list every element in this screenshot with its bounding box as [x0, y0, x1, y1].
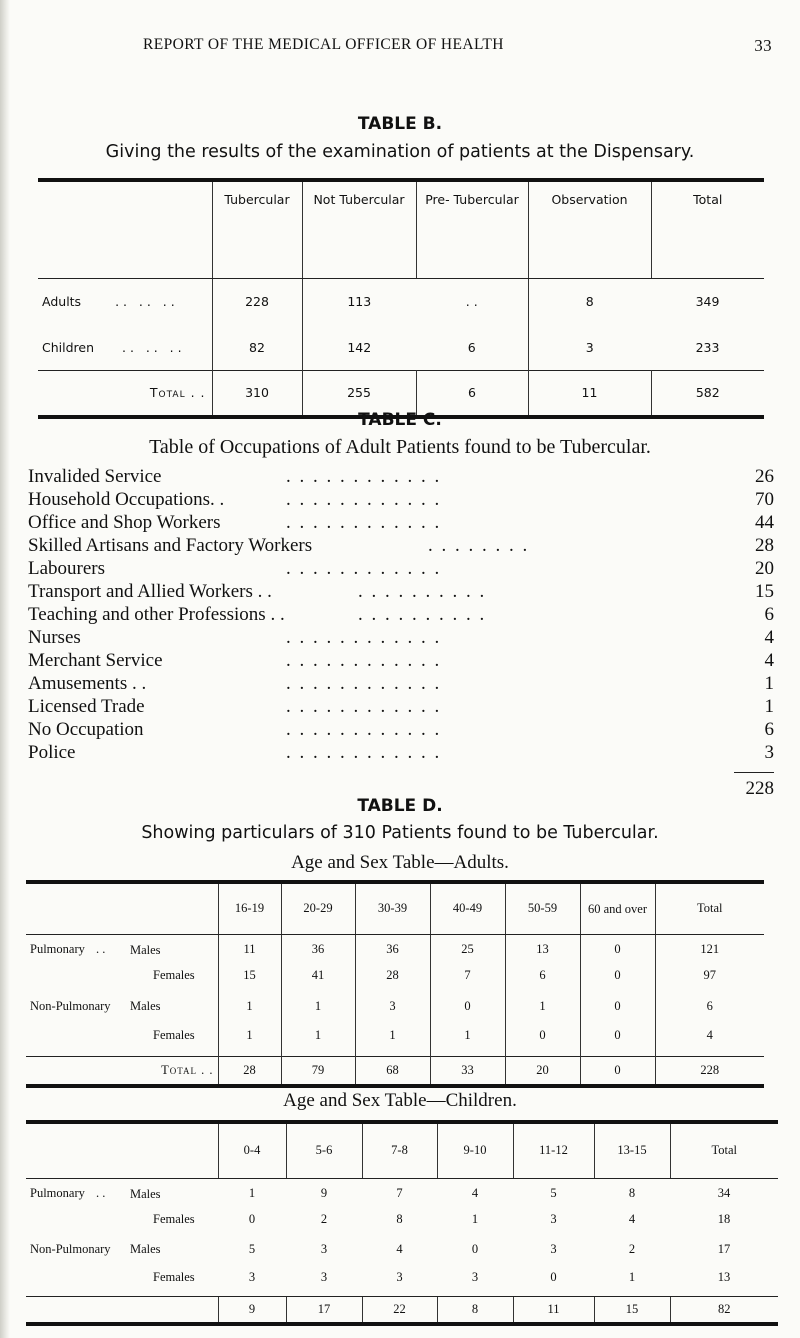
col-header: 5-6: [286, 1122, 362, 1178]
row-group: Non-Pulmonary: [30, 1241, 111, 1256]
cell: 28: [355, 964, 430, 986]
cell: 15: [594, 1296, 670, 1324]
leader-dots: . . . . . . . . . . . .: [286, 719, 442, 740]
cell: 18: [717, 1211, 731, 1226]
cell: 4: [471, 1185, 479, 1200]
table-c-subtitle: Table of Occupations of Adult Patients found to be Tubercular.: [149, 436, 651, 458]
occupation-label: Office and Shop Workers: [28, 512, 221, 533]
cell: 1: [281, 1026, 355, 1056]
cell: 11: [513, 1296, 594, 1324]
cell: 11: [528, 371, 651, 417]
col-header: 60 and over: [580, 882, 655, 934]
cell: 0: [505, 1026, 580, 1056]
row-sex: Males: [130, 1186, 161, 1201]
leader-dots: . . . . . . . . . . . .: [286, 489, 442, 510]
col-header: Not Tubercular: [302, 180, 416, 279]
cell: 582: [651, 371, 764, 417]
occupation-label: Invalided Service: [28, 466, 162, 487]
total-label: [26, 1296, 218, 1324]
table-d-subtitle: Showing particulars of 310 Patients found to be Tubercular.: [141, 823, 659, 843]
cell: 5: [248, 1241, 256, 1256]
cell: 68: [355, 1056, 430, 1086]
occupation-label: Household Occupations. .: [28, 489, 225, 510]
table-row: [26, 964, 764, 986]
cell: 28: [218, 1056, 281, 1086]
table-b: [38, 178, 764, 419]
occupation-count: 1: [764, 696, 774, 717]
row-label: Adults: [42, 294, 82, 310]
cell: 15: [218, 964, 281, 986]
col-header: Observation: [528, 180, 651, 279]
occupation-label: No Occupation: [28, 719, 144, 740]
col-header: 9-10: [437, 1122, 513, 1178]
adults-heading: Age and Sex Table—Adults.: [291, 852, 509, 873]
cell: 2: [320, 1211, 328, 1226]
cell: 13: [717, 1270, 731, 1284]
cell: 22: [362, 1296, 437, 1324]
table-header-row: [26, 882, 764, 934]
row-sex: Males: [130, 942, 161, 957]
cell: 13: [505, 934, 580, 964]
occupation-count: 3: [764, 742, 774, 763]
cell: 3: [550, 1211, 557, 1226]
occupation-label: Licensed Trade: [28, 696, 145, 717]
cell: 36: [355, 934, 430, 964]
table-row: [26, 1026, 764, 1056]
cell: 36: [281, 934, 355, 964]
cell: 228: [655, 1056, 764, 1086]
col-header: 40-49: [430, 882, 505, 934]
cell: 8: [528, 279, 651, 325]
occupation-count: 28: [755, 535, 774, 556]
cell: 25: [430, 934, 505, 964]
cell: 1: [248, 1185, 256, 1200]
cell: 11: [218, 934, 281, 964]
cell: 4: [655, 1026, 764, 1056]
leader-dots: . .: [95, 1185, 106, 1200]
occupations-total: 228: [745, 778, 774, 799]
cell: 349: [695, 294, 720, 310]
col-header: 0-4: [218, 1122, 286, 1178]
occupation-count: 4: [764, 627, 774, 648]
cell: 1: [430, 1026, 505, 1056]
col-header: Total: [655, 882, 764, 934]
cell: 0: [550, 1270, 557, 1284]
cell: 3: [320, 1270, 328, 1284]
leader-dots: . . . . . . . . . . . .: [286, 696, 442, 717]
total-label: Total . .: [26, 1056, 218, 1086]
cell: 3: [355, 986, 430, 1026]
leader-dots: . . . . . . . .: [428, 535, 530, 556]
occupation-label: Teaching and other Professions . .: [28, 604, 285, 625]
cell: 82: [212, 325, 302, 371]
row-sex: Males: [130, 999, 161, 1013]
table-b-header-row: [38, 180, 764, 279]
col-header: 16-19: [218, 882, 281, 934]
page-number: 33: [754, 36, 772, 55]
cell: 0: [580, 1026, 655, 1056]
cell: 3: [550, 1241, 557, 1256]
cell: 97: [655, 964, 764, 986]
cell: 5: [550, 1185, 557, 1200]
leader-dots: . . . . . . . . . . . .: [286, 466, 442, 487]
cell: 6: [655, 986, 764, 1026]
cell: 0: [580, 986, 655, 1026]
cell: 6: [505, 964, 580, 986]
cell: 7: [430, 964, 505, 986]
cell: 0: [248, 1211, 256, 1226]
sum-rule: [734, 772, 774, 773]
col-header: Pre- Tubercular: [416, 180, 528, 279]
col-header: Total: [670, 1122, 778, 1178]
occupation-count: 70: [755, 489, 774, 510]
cell: 34: [717, 1185, 731, 1200]
cell: 3: [248, 1270, 256, 1284]
row-sex: Females: [153, 1211, 195, 1226]
cell: 121: [655, 934, 764, 964]
cell: 113: [302, 279, 416, 325]
cell: 310: [212, 371, 302, 417]
cell: 79: [281, 1056, 355, 1086]
cell: 8: [437, 1296, 513, 1324]
table-row: [38, 279, 764, 325]
leader-dots: . . . . . . . . . . . .: [286, 742, 442, 763]
col-header: 30-39: [355, 882, 430, 934]
table-b-subtitle: Giving the results of the examination of patients at the Dispensary.: [105, 142, 695, 162]
row-sex: Females: [153, 1028, 195, 1042]
table-total-row: [26, 1056, 764, 1086]
col-header: 11-12: [513, 1122, 594, 1178]
table-row: [26, 1178, 778, 1208]
table-d-title: TABLE D.: [357, 796, 443, 816]
cell: 1: [628, 1270, 636, 1284]
cell: 1: [218, 986, 281, 1026]
cell: 3: [320, 1241, 328, 1256]
cell: 255: [302, 371, 416, 417]
leader-dots: . . . . . . . . . . . .: [286, 512, 442, 533]
cell: 3: [471, 1270, 479, 1284]
col-header: 50-59: [505, 882, 580, 934]
occupation-count: 44: [755, 512, 774, 533]
leader-dots: . .: [95, 941, 106, 956]
cell: 1: [355, 1026, 430, 1056]
leader-dots: . . . . . . . . . .: [358, 581, 487, 602]
table-b-title: TABLE B.: [357, 114, 443, 134]
cell: 6: [416, 371, 528, 417]
cell: 142: [302, 325, 416, 371]
row-group: Non-Pulmonary: [30, 998, 111, 1013]
table-d-adults: [26, 880, 764, 1088]
row-label: Children: [42, 339, 95, 355]
leader-dots: . . . . . . . . . . . .: [286, 627, 442, 648]
table-total-row: [26, 1296, 778, 1324]
cell: 41: [281, 964, 355, 986]
leader-dots: . . . . . .: [122, 339, 182, 355]
leader-dots: . . . . . . . . . . . .: [286, 650, 442, 671]
cell: 6: [467, 339, 476, 355]
cell: 82: [670, 1296, 778, 1324]
occupation-count: 15: [755, 581, 774, 602]
cell: 8: [628, 1185, 636, 1200]
cell: 0: [580, 964, 655, 986]
page-edge-shadow: [0, 0, 10, 1338]
occupation-label: Nurses: [28, 627, 81, 648]
occupation-count: 4: [764, 650, 774, 671]
leader-dots: . . . . . .: [115, 294, 175, 310]
cell: 0: [430, 986, 505, 1026]
cell: . .: [465, 294, 478, 310]
occupation-count: 6: [764, 604, 774, 625]
cell: 0: [471, 1241, 479, 1256]
cell: 8: [396, 1211, 403, 1226]
cell: 4: [628, 1211, 636, 1226]
cell: 1: [471, 1211, 479, 1226]
cell: 33: [430, 1056, 505, 1086]
col-header: Tubercular: [212, 180, 302, 279]
cell: 0: [580, 1056, 655, 1086]
cell: 9: [218, 1296, 286, 1324]
occupation-label: Police: [28, 742, 76, 763]
row-group: Pulmonary: [30, 1185, 85, 1200]
total-label: Total: [149, 385, 186, 401]
running-head-title: REPORT OF THE MEDICAL OFFICER OF HEALTH: [143, 36, 504, 53]
cell: 1: [505, 986, 580, 1026]
table-row: [26, 986, 764, 1026]
table-row: [26, 934, 764, 964]
col-header: Total: [651, 180, 764, 279]
cell: 228: [212, 279, 302, 325]
occupation-label: Transport and Allied Workers . .: [28, 581, 272, 602]
leader-dots: . . . . . . . . . . . .: [286, 673, 442, 694]
occupation-label: Merchant Service: [28, 650, 163, 671]
cell: 1: [281, 986, 355, 1026]
table-d-children: [26, 1120, 778, 1326]
table-c-title: TABLE C.: [358, 410, 442, 430]
cell: 2: [628, 1241, 636, 1256]
col-header: 7-8: [362, 1122, 437, 1178]
table-row: [26, 1268, 778, 1296]
leader-dots: . . . . . . . . . .: [358, 604, 487, 625]
children-heading: Age and Sex Table—Children.: [283, 1090, 517, 1111]
row-sex: Females: [153, 1270, 195, 1284]
row-group: Pulmonary: [30, 941, 85, 956]
cell: 1: [218, 1026, 281, 1056]
leader-dots: . . . . . . . . . . . .: [286, 558, 442, 579]
cell: 17: [717, 1241, 731, 1256]
occupation-label: Skilled Artisans and Factory Workers: [28, 535, 313, 556]
table-row: [38, 325, 764, 371]
cell: 4: [396, 1241, 403, 1256]
occupation-count: 20: [755, 558, 774, 579]
occupation-count: 6: [764, 719, 774, 740]
cell: 0: [580, 934, 655, 964]
cell: 3: [396, 1270, 403, 1284]
row-sex: Females: [153, 967, 195, 982]
occupation-label: Labourers: [28, 558, 106, 579]
cell: 9: [320, 1185, 328, 1200]
cell: 7: [396, 1185, 403, 1200]
occupation-label: Amusements . .: [28, 673, 147, 694]
cell: 233: [695, 339, 720, 355]
row-sex: Males: [130, 1242, 161, 1256]
table-row: [26, 1230, 778, 1268]
occupation-count: 26: [755, 466, 774, 487]
cell: 20: [505, 1056, 580, 1086]
occupation-count: 1: [764, 673, 774, 694]
col-header: 13-15: [594, 1122, 670, 1178]
table-header-row: [26, 1122, 778, 1178]
table-row: [26, 1208, 778, 1230]
cell: 3: [528, 325, 651, 371]
col-header: 20-29: [281, 882, 355, 934]
leader-dots: . .: [190, 385, 206, 401]
cell: 17: [286, 1296, 362, 1324]
